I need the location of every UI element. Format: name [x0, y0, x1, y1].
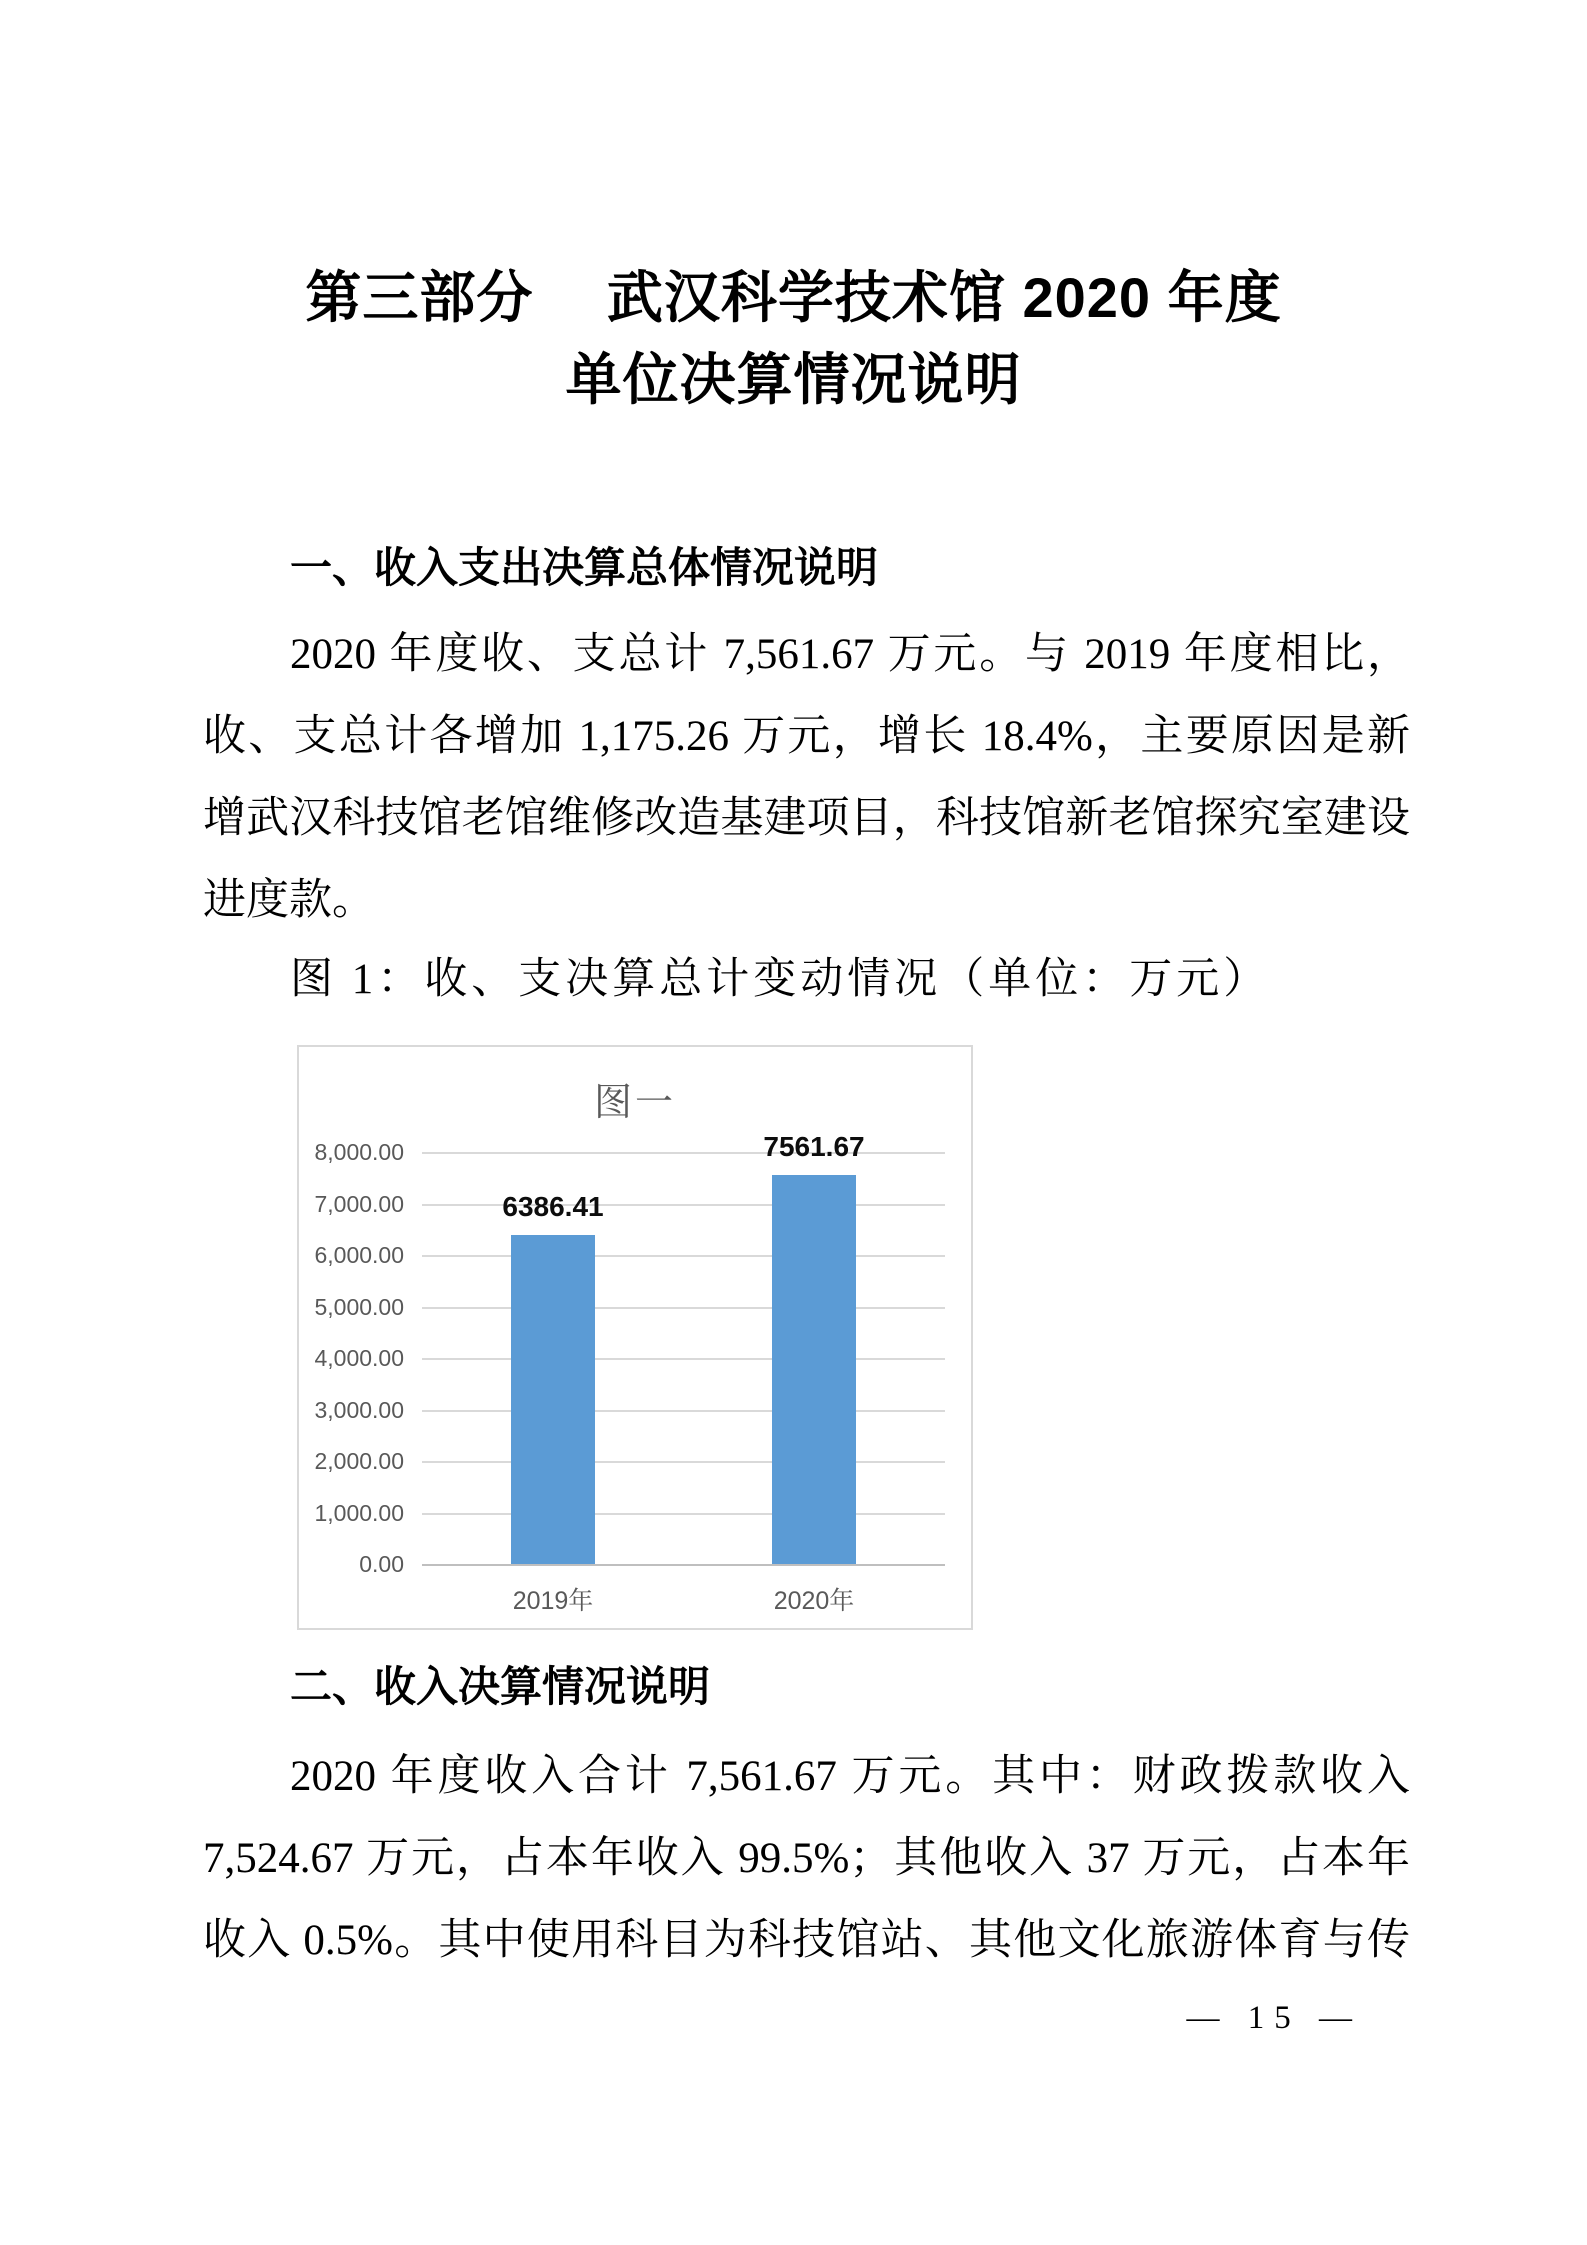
y-axis-tick-label: 4,000.00: [314, 1345, 404, 1371]
chart-gridline: [422, 1307, 945, 1309]
document-title-line2: 单位决算情况说明: [565, 348, 1022, 411]
document-title-line1: 第三部分 武汉科学技术馆 2020 年度: [305, 266, 1282, 329]
paragraph-line: 增武汉科技馆老馆维修改造基建项目，科技馆新老馆探究室建设: [203, 795, 1410, 842]
chart-gridline: [422, 1358, 945, 1360]
section-2-paragraph: [203, 1736, 1410, 1982]
x-axis-category-label: 2020年: [773, 1587, 855, 1615]
bar-value-label: 7561.67: [763, 1131, 865, 1162]
x-axis-category-label: 2019年: [512, 1587, 594, 1615]
paragraph-line: 7,524.67 万元，占本年收入 99.5%；其他收入 37 万元，占本年: [203, 1835, 1410, 1882]
y-axis-tick-label: 3,000.00: [314, 1397, 404, 1423]
x-axis-line: [422, 1564, 945, 1566]
bar-chart: [297, 1045, 973, 1630]
paragraph-line: 收、支总计各增加 1,175.26 万元，增长 18.4%，主要原因是新: [203, 713, 1410, 760]
y-axis-tick-label: 8,000.00: [314, 1139, 404, 1165]
paragraph-line: 2020 年度收、支总计 7,561.67 万元。与 2019 年度相比，: [290, 631, 1410, 678]
chart-gridline: [422, 1255, 945, 1257]
y-axis-tick-label: 5,000.00: [314, 1294, 404, 1320]
bar-2019: [511, 1235, 595, 1564]
document-title: [0, 257, 1587, 421]
paragraph-line: 进度款。: [203, 877, 375, 924]
figure-1-caption: 图 1：收、支决算总计变动情况（单位：万元）: [290, 956, 1271, 1003]
paragraph-line: 收入 0.5%。其中使用科目为科技馆站、其他文化旅游体育与传: [203, 1917, 1410, 1964]
section-1-heading: 一、收入支出决算总体情况说明: [290, 544, 879, 591]
y-axis-tick-label: 2,000.00: [314, 1448, 404, 1474]
y-axis-tick-label: 0.00: [359, 1551, 404, 1577]
chart-plot-area: [299, 1047, 971, 1628]
section-2-heading: 二、收入决算情况说明: [290, 1663, 711, 1710]
y-axis-tick-label: 7,000.00: [314, 1191, 404, 1217]
y-axis-tick-label: 6,000.00: [314, 1242, 404, 1268]
section-1-paragraph: [203, 614, 1410, 942]
paragraph-line: 2020 年度收入合计 7,561.67 万元。其中：财政拨款收入: [290, 1753, 1410, 1800]
bar-value-label: 6386.41: [502, 1191, 604, 1222]
page-number: — 15 —: [1186, 2000, 1362, 2036]
chart-gridline: [422, 1410, 945, 1412]
chart-gridline: [422, 1461, 945, 1463]
chart-title: 图一: [593, 1082, 676, 1124]
bar-2020: [772, 1175, 856, 1564]
chart-gridline: [422, 1513, 945, 1515]
y-axis-tick-label: 1,000.00: [314, 1500, 404, 1526]
